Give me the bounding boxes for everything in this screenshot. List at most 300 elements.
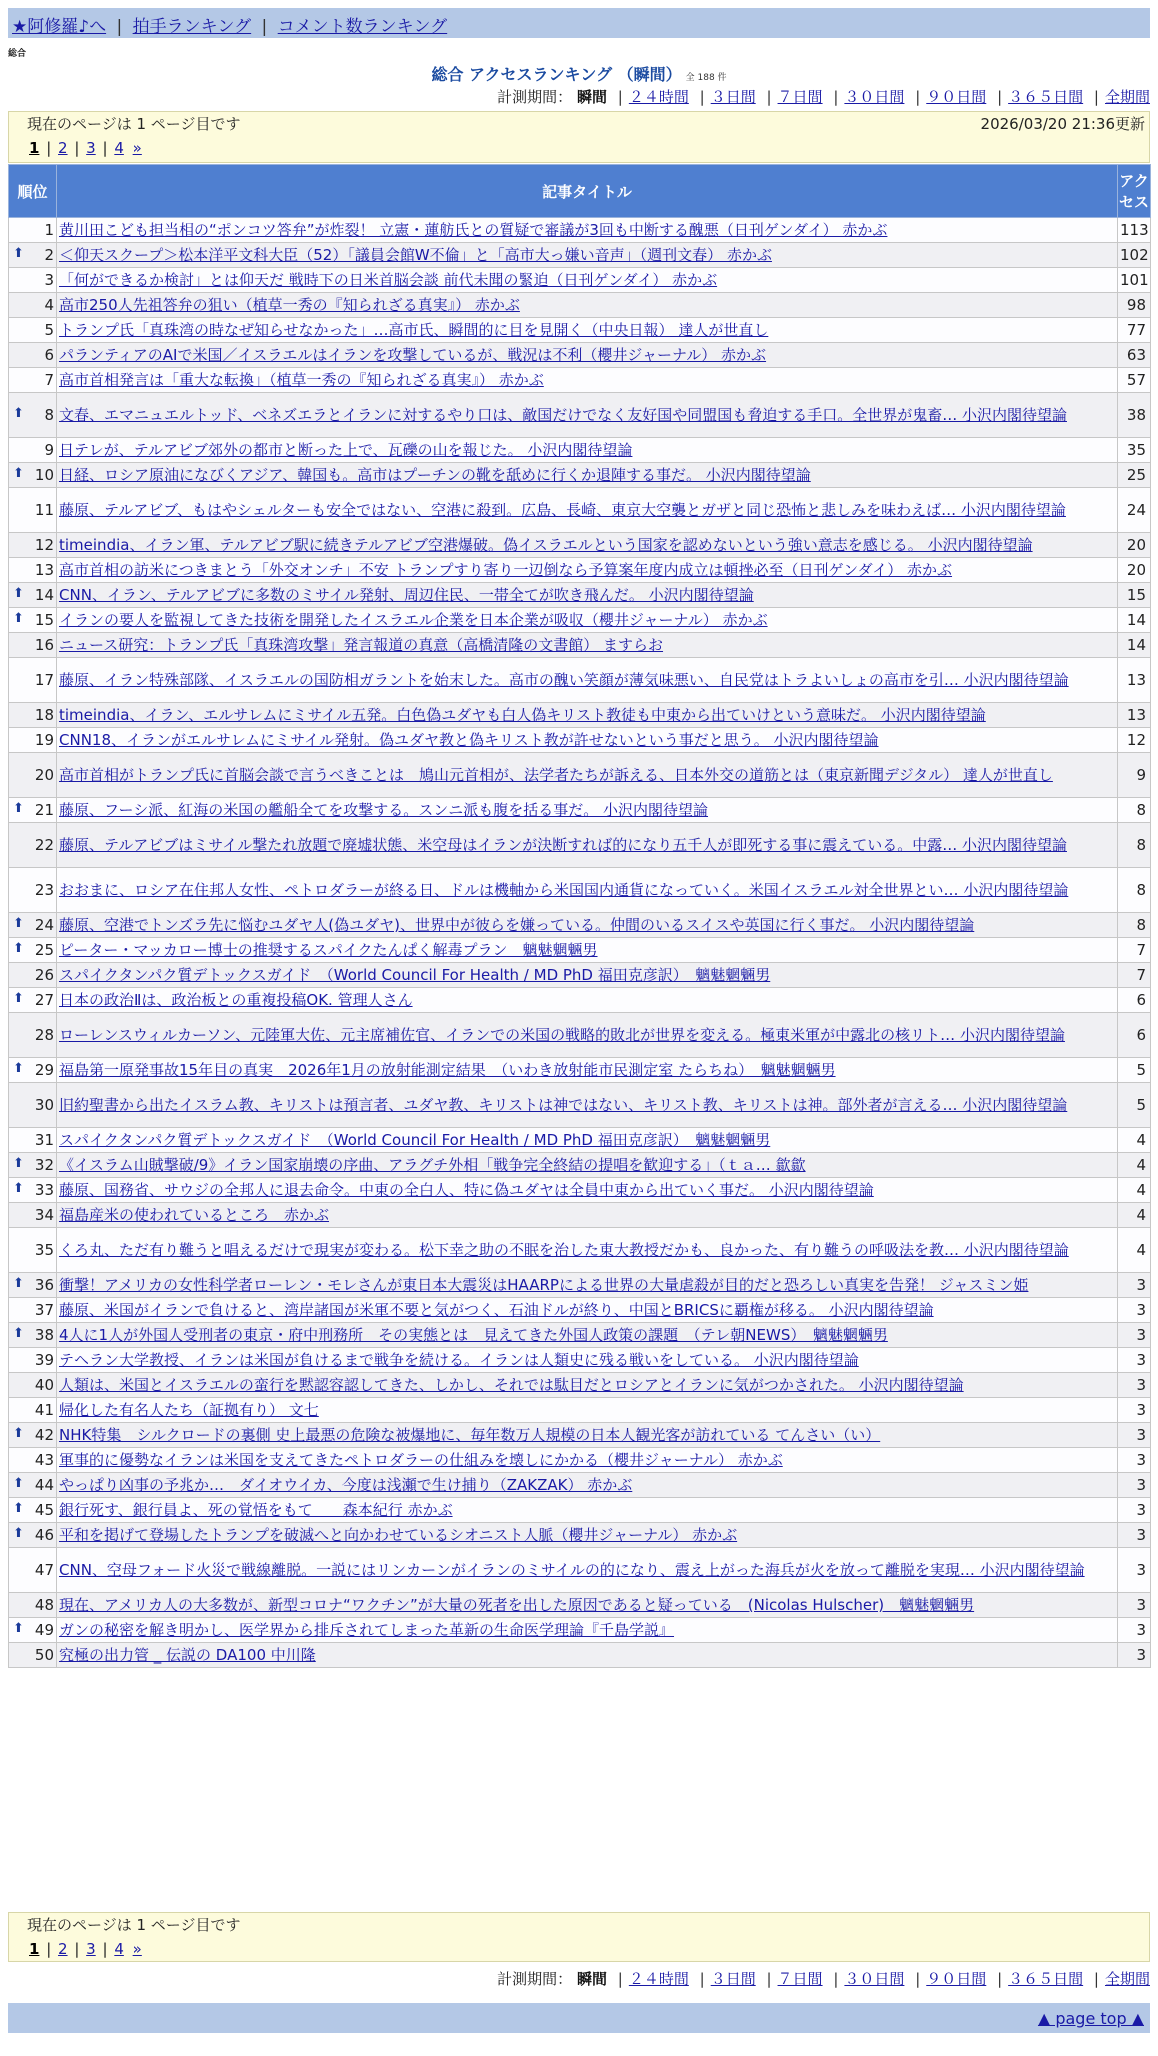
article-title-link[interactable]: NHK特集 シルクロードの裏側 史上最悪の危険な被爆地に、毎年数万人規模の日本人観光客が訪れている てんさい（い） — [59, 1426, 881, 1444]
title-cell — [57, 1473, 1118, 1498]
title-cell — [57, 243, 1118, 268]
article-title-link[interactable]: ピーター・マッカロー博士の推奨するスパイクたんぱく解毒プラン 魑魅魍魎男 — [59, 941, 598, 959]
ranking-row — [9, 488, 1151, 533]
ranking-row — [9, 1178, 1151, 1203]
title-cell — [57, 1373, 1118, 1398]
ranking-row — [9, 1398, 1151, 1423]
rank-cell — [9, 1273, 57, 1298]
title-cell — [57, 1348, 1118, 1373]
section-label: 総合 — [8, 49, 27, 59]
rank-up-arrow-icon: ⬆ — [13, 1181, 24, 1196]
rank-number: 9 — [44, 441, 54, 459]
period-link-7d[interactable]: ７日間 — [777, 1970, 823, 1988]
title-cell — [57, 558, 1118, 583]
rank-number: 34 — [34, 1206, 54, 1224]
rank-number: 25 — [34, 941, 54, 959]
access-count: 3 — [1118, 1643, 1151, 1668]
rank-cell — [9, 1058, 57, 1083]
ranking-row — [9, 1593, 1151, 1618]
rank-number: 14 — [34, 586, 54, 604]
ranking-row — [9, 1373, 1151, 1398]
article-title-link[interactable]: timeindia、イラン軍、テルアビブ駅に続きテルアビブ空港爆破。偽イスラエルという国家を認めないという強い意志を感じる。 小沢内閣待望論 — [59, 536, 1033, 554]
rank-cell — [9, 1228, 57, 1273]
rank-cell — [9, 438, 57, 463]
title-cell — [57, 343, 1118, 368]
rank-cell — [9, 798, 57, 823]
ranking-row — [9, 1128, 1151, 1153]
access-count: 20 — [1118, 558, 1151, 583]
article-title-link[interactable]: 4人に1人が外国人受刑者の東京・府中刑務所 その実態とは 見えてきた外国人政策の課題 （テレ朝NEWS） 魑魅魍魎男 — [59, 1326, 888, 1344]
access-count: 3 — [1118, 1593, 1151, 1618]
title-cell — [57, 293, 1118, 318]
period-link-all[interactable]: 全期間 — [1104, 1970, 1150, 1988]
ranking-row — [9, 368, 1151, 393]
article-title-link[interactable]: スパイクタンパク質デトックスガイド （World Council For Health / MD PhD 福田克彦訳） 魑魅魍魎男 — [59, 1131, 771, 1149]
rank-cell — [9, 753, 57, 798]
article-title-link[interactable]: CNN、空母フォード火災で戦線離脱。一説にはリンカーンがイランのミサイルの的になり、震え上がった海兵が火を放って離脱を実現… 小沢内閣待望論 — [59, 1561, 1085, 1579]
access-count: 4 — [1118, 1203, 1151, 1228]
page-title: 総合 アクセスランキング （瞬間） — [431, 65, 682, 84]
article-title-link[interactable]: CNN、イラン、テルアビブに多数のミサイル発射、周辺住民、一帯全てが吹き飛んだ。 小沢内閣待望論 — [59, 586, 754, 604]
rank-cell — [9, 368, 57, 393]
access-count: 77 — [1118, 318, 1151, 343]
title-cell — [57, 658, 1118, 703]
rank-cell — [9, 1348, 57, 1373]
ranking-row — [9, 753, 1151, 798]
article-title-link[interactable]: イランの要人を監視してきた技術を開発したイスラエル企業を日本企業が吸収（櫻井ジャーナル） 赤かぶ — [59, 611, 768, 629]
article-title-link[interactable]: 藤原、国務省、サウジの全邦人に退去命令。中東の全白人、特に偽ユダヤは全員中東から出ていく事だ。 小沢内閣待望論 — [59, 1181, 874, 1199]
rank-cell — [9, 633, 57, 658]
title-cell — [57, 1228, 1118, 1273]
rank-cell — [9, 1298, 57, 1323]
page-link[interactable]: 4 — [114, 139, 124, 157]
access-count: 6 — [1118, 988, 1151, 1013]
access-count: 7 — [1118, 963, 1151, 988]
title-cell — [57, 1153, 1118, 1178]
ranking-row — [9, 1298, 1151, 1323]
rank-cell — [9, 938, 57, 963]
title-cell — [57, 988, 1118, 1013]
title-cell — [57, 393, 1118, 438]
access-count: 8 — [1118, 798, 1151, 823]
access-count: 14 — [1118, 633, 1151, 658]
access-count: 12 — [1118, 728, 1151, 753]
access-column-header: アクセス — [1118, 165, 1151, 218]
ranking-row — [9, 1523, 1151, 1548]
title-cell — [57, 583, 1118, 608]
ranking-row — [9, 633, 1151, 658]
rank-cell — [9, 293, 57, 318]
rank-number: 3 — [44, 271, 54, 289]
rank-number: 42 — [34, 1426, 54, 1444]
rank-number: 23 — [34, 881, 54, 899]
article-title-link[interactable]: パランティアのAIで米国／イスラエルはイランを攻撃しているが、戦況は不利（櫻井ジャーナル） 赤かぶ — [59, 346, 767, 364]
title-cell — [57, 318, 1118, 343]
access-count: 14 — [1118, 608, 1151, 633]
rank-number: 27 — [34, 991, 54, 1009]
ranking-row — [9, 1473, 1151, 1498]
rank-number: 46 — [34, 1526, 54, 1544]
title-cell — [57, 868, 1118, 913]
article-title-link[interactable]: やっぱり凶事の予兆か… ダイオウイカ、今度は浅瀬で生け捕り（ZAKZAK） 赤かぶ — [59, 1476, 633, 1494]
page-link-current: 1 — [29, 1940, 40, 1958]
article-title-link[interactable]: 帰化した有名人たち（証拠有り） 文七 — [59, 1401, 319, 1419]
ranking-row — [9, 913, 1151, 938]
pagination-bottom: 1 | 2 | 3 | 4 » — [29, 1940, 142, 1958]
rank-cell — [9, 1013, 57, 1058]
title-cell — [57, 1203, 1118, 1228]
rank-cell — [9, 1128, 57, 1153]
article-title-link[interactable]: ガンの秘密を解き明かし、医学界から排斥されてしまった革新の生命医学理論『千島学説』 — [59, 1621, 675, 1639]
page-info-bottom — [8, 1912, 1150, 1962]
rank-number: 47 — [34, 1561, 54, 1579]
access-count: 3 — [1118, 1448, 1151, 1473]
access-count: 6 — [1118, 1013, 1151, 1058]
period-link-365d[interactable]: ３６５日間 — [1008, 88, 1084, 106]
period-link-90d[interactable]: ９０日間 — [926, 1970, 987, 1988]
ranking-row — [9, 268, 1151, 293]
access-count: 5 — [1118, 1083, 1151, 1128]
article-title-link[interactable]: 衝撃！アメリカの女性科学者ローレン・モレさんが東日本大震災はHAARPによる世界の大量虐殺が目的だと恐ろしい真実を告発！ ジャスミン姫 — [59, 1276, 1029, 1294]
ranking-row — [9, 393, 1151, 438]
page-top-link[interactable]: ▲ page top ▲ — [1037, 2009, 1144, 2028]
ranking-row — [9, 318, 1151, 343]
access-count: 24 — [1118, 488, 1151, 533]
period-current: 瞬間 — [576, 1970, 607, 1988]
period-link-30d[interactable]: ３０日間 — [844, 88, 905, 106]
page-link[interactable]: 2 — [58, 1940, 68, 1958]
period-current: 瞬間 — [576, 88, 607, 106]
ranking-row — [9, 293, 1151, 318]
rank-cell — [9, 1448, 57, 1473]
rank-number: 38 — [34, 1326, 54, 1344]
access-count: 35 — [1118, 438, 1151, 463]
rank-number: 7 — [44, 371, 54, 389]
rank-number: 44 — [34, 1476, 54, 1494]
ranking-row — [9, 728, 1151, 753]
article-title-link[interactable]: 藤原、米国がイランで負けると、湾岸諸国が米軍不要と気がつく、石油ドルが終り、中国とBRICSに覇権が移る。 小沢内閣待望論 — [59, 1301, 934, 1319]
title-cell — [57, 1643, 1118, 1668]
title-cell — [57, 1448, 1118, 1473]
rank-cell — [9, 1643, 57, 1668]
article-title-link[interactable]: 高市首相の訪米につきまとう「外交オンチ」不安 トランプすり寄り一辺倒なら予算案年度内成立は頓挫必至（日刊ゲンダイ） 赤かぶ — [59, 561, 953, 579]
rank-number: 5 — [44, 321, 54, 339]
rank-cell — [9, 1593, 57, 1618]
ranking-row — [9, 938, 1151, 963]
ranking-row — [9, 658, 1151, 703]
article-title-link[interactable]: CNN18、イランがエルサレムにミサイル発射。偽ユダヤ教と偽キリスト教が許せないという事だと思う。 小沢内閣待望論 — [59, 731, 879, 749]
rank-cell — [9, 963, 57, 988]
period-selector-top: 計測期間： 瞬間 | ２４時間 | ３日間 | ７日間 | ３０日間 | ９０日間 | ３６５日間 | 全期間 — [497, 88, 1150, 106]
comment-ranking-link[interactable]: コメント数ランキング — [277, 17, 448, 37]
title-cell — [57, 1398, 1118, 1423]
rank-cell — [9, 1473, 57, 1498]
access-count: 113 — [1118, 218, 1151, 243]
rank-cell — [9, 558, 57, 583]
page-link[interactable]: 4 — [114, 1940, 124, 1958]
rank-up-arrow-icon: ⬆ — [13, 586, 24, 601]
ranking-row — [9, 823, 1151, 868]
ranking-row — [9, 868, 1151, 913]
ranking-table-body — [9, 218, 1151, 1668]
title-cell — [57, 1498, 1118, 1523]
rank-cell — [9, 658, 57, 703]
title-cell — [57, 728, 1118, 753]
clap-ranking-link[interactable]: 拍手ランキング — [132, 17, 252, 37]
rank-up-arrow-icon: ⬆ — [13, 1526, 24, 1541]
ranking-row — [9, 1083, 1151, 1128]
rank-number: 50 — [34, 1646, 54, 1664]
access-count: 4 — [1118, 1178, 1151, 1203]
article-title-link[interactable]: 人類は、米国とイスラエルの蛮行を黙認容認してきた、しかし、それでは駄目だとロシアとイランに気がつかされた。 小沢内閣待望論 — [59, 1376, 964, 1394]
rank-column-header: 順位 — [9, 165, 57, 218]
nav-separator: | — [261, 17, 268, 37]
article-title-link[interactable]: 平和を掲げて登場したトランプを破滅へと向かわせているシオニスト人脈（櫻井ジャーナル） 赤かぶ — [59, 1526, 738, 1544]
article-title-link[interactable]: 旧約聖書から出たイスラム教、キリストは預言者、ユダヤ教、キリストは神ではない、キリスト教、キリストは神。部外者が言える… 小沢内閣待望論 — [59, 1096, 1068, 1114]
article-title-link[interactable]: 《イスラム山賊撃破/9》イラン国家崩壊の序曲、アラグチ外相「戦争完全終結の提唱を歓迎する」（ｔａ… 歙歙 — [59, 1156, 806, 1174]
next-page-link[interactable]: » — [132, 1940, 142, 1958]
article-title-link[interactable]: 現在、アメリカ人の大多数が、新型コロナ“ワクチン”が大量の死者を出した原因であると疑っている (Nicolas Hulscher) 魑魅魍魎男 — [59, 1596, 975, 1614]
access-count: 13 — [1118, 658, 1151, 703]
page-heading — [0, 62, 1158, 85]
access-count: 8 — [1118, 913, 1151, 938]
rank-number: 19 — [34, 731, 54, 749]
rank-number: 29 — [34, 1061, 54, 1079]
access-count: 3 — [1118, 1618, 1151, 1643]
article-title-link[interactable]: テヘラン大学教授、イランは米国が負けるまで戦争を続ける。イランは人類史に残る戦いをしている。 小沢内閣待望論 — [59, 1351, 859, 1369]
article-title-link[interactable]: 「何ができるか検討」とは仰天だ 戦時下の日米首脳会談 前代未聞の緊迫（日刊ゲンダイ） 赤かぶ — [59, 271, 718, 289]
rank-number: 20 — [34, 766, 54, 784]
article-title-link[interactable]: 藤原、フーシ派、紅海の米国の艦船全てを攻撃する。スンニ派も腹を括る事だ。 小沢内閣待望論 — [59, 801, 709, 819]
title-cell — [57, 368, 1118, 393]
article-title-link[interactable]: 高市250人先祖答弁の狙い（植草一秀の『知られざる真実』） 赤かぶ — [59, 296, 520, 314]
rank-number: 37 — [34, 1301, 54, 1319]
article-title-link[interactable]: timeindia、イラン、エルサレムにミサイル五発。白色偽ユダヤも白人偽キリスト教徒も中東から出ていけという意味だ。 小沢内閣待望論 — [59, 706, 986, 724]
rank-cell — [9, 488, 57, 533]
rank-number: 21 — [34, 801, 54, 819]
access-count: 3 — [1118, 1473, 1151, 1498]
article-title-link[interactable]: 藤原、空港でトンズラ先に悩むユダヤ人(偽ユダヤ)、世界中が彼らを嫌っている。仲間のいるスイスや英国に行く事だ。 小沢内閣待望論 — [59, 916, 975, 934]
current-page-text: 現在のページは 1 ページ目です — [27, 115, 241, 133]
article-title-link[interactable]: スパイクタンパク質デトックスガイド （World Council For Health / MD PhD 福田克彦訳） 魑魅魍魎男 — [59, 966, 771, 984]
period-link-3d[interactable]: ３日間 — [710, 1970, 756, 1988]
ranking-row — [9, 963, 1151, 988]
article-title-link[interactable]: 高市首相がトランプ氏に首脳会談で言うべきことは 鳩山元首相が、法学者たちが訴える、日本外交の道筋とは（東京新聞デジタル） 達人が世直し — [59, 766, 1053, 784]
access-count: 63 — [1118, 343, 1151, 368]
rank-number: 8 — [44, 406, 54, 424]
title-cell — [57, 1423, 1118, 1448]
ranking-table — [8, 164, 1151, 1668]
article-title-link[interactable]: 軍事的に優勢なイランは米国を支えてきたペトロダラーの仕組みを壊しにかかる（櫻井ジャーナル） 赤かぶ — [59, 1451, 783, 1469]
rank-up-arrow-icon: ⬆ — [13, 941, 24, 956]
rank-number: 39 — [34, 1351, 54, 1369]
rank-cell — [9, 703, 57, 728]
access-count: 3 — [1118, 1398, 1151, 1423]
title-cell — [57, 1083, 1118, 1128]
ranking-row — [9, 1448, 1151, 1473]
rank-up-arrow-icon: ⬆ — [13, 1476, 24, 1491]
ranking-row — [9, 608, 1151, 633]
rank-up-arrow-icon: ⬆ — [13, 1061, 24, 1076]
bottom-bar — [8, 2003, 1150, 2033]
article-title-link[interactable]: 日経、ロシア原油になびくアジア、韓国も。高市はプーチンの靴を舐めに行くか退陣する事だ。 小沢内閣待望論 — [59, 466, 811, 484]
rank-number: 31 — [34, 1131, 54, 1149]
access-count: 3 — [1118, 1373, 1151, 1398]
rank-up-arrow-icon: ⬆ — [13, 916, 24, 931]
ranking-row — [9, 1348, 1151, 1373]
access-count: 3 — [1118, 1348, 1151, 1373]
rank-cell — [9, 343, 57, 368]
title-cell — [57, 463, 1118, 488]
rank-cell — [9, 823, 57, 868]
rank-up-arrow-icon: ⬆ — [13, 1426, 24, 1441]
rank-cell — [9, 1498, 57, 1523]
rank-number: 30 — [34, 1096, 54, 1114]
rank-number: 15 — [34, 611, 54, 629]
period-link-3d[interactable]: ３日間 — [710, 88, 756, 106]
rank-cell — [9, 1398, 57, 1423]
article-title-link[interactable]: 日本の政治Ⅱは、政治板との重複投稿OK. 管理人さん — [59, 991, 413, 1009]
ranking-row — [9, 1618, 1151, 1643]
title-cell — [57, 753, 1118, 798]
article-title-link[interactable]: トランプ氏「真珠湾の時なぜ知らせなかった」…高市氏、瞬間的に目を見開く（中央日報） 達人が世直し — [59, 321, 769, 339]
title-cell — [57, 1128, 1118, 1153]
ranking-row — [9, 218, 1151, 243]
access-count: 102 — [1118, 243, 1151, 268]
title-cell — [57, 488, 1118, 533]
period-link-24h[interactable]: ２４時間 — [628, 88, 689, 106]
rank-cell — [9, 1523, 57, 1548]
ranking-row — [9, 558, 1151, 583]
article-title-link[interactable]: 銀行死す、銀行員よ、死の覚悟をもて 森本紀行 赤かぶ — [59, 1501, 453, 1519]
rank-up-arrow-icon: ⬆ — [13, 1326, 24, 1341]
access-count: 7 — [1118, 938, 1151, 963]
article-title-link[interactable]: ローレンスウィルカーソン、元陸軍大佐、元主席補佐官、イランでの米国の戦略的敗北が世界を変える。極東米軍が中露北の核リト… 小沢内閣待望論 — [59, 1026, 1065, 1044]
rank-cell — [9, 868, 57, 913]
article-title-link[interactable]: 藤原、テルアビブはミサイル撃たれ放題で廃墟状態、米空母はイランが決断すれば的になり五千人が即死する事に震えている。中露… 小沢内閣待望論 — [59, 836, 1067, 854]
ranking-row — [9, 243, 1151, 268]
rank-number: 17 — [34, 671, 54, 689]
page-link[interactable]: 3 — [86, 139, 96, 157]
title-cell — [57, 608, 1118, 633]
rank-number: 36 — [34, 1276, 54, 1294]
rank-number: 26 — [34, 966, 54, 984]
rank-number: 1 — [44, 221, 54, 239]
article-title-link[interactable]: 日テレが、テルアビブ郊外の都市と断った上で、瓦礫の山を報じた。 小沢内閣待望論 — [59, 441, 633, 459]
rank-cell — [9, 988, 57, 1013]
access-count: 3 — [1118, 1548, 1151, 1593]
article-title-link[interactable]: ニュース研究：トランプ氏「真珠湾攻撃」発言報道の真意（高橋清隆の文書館） ますらお — [59, 636, 664, 654]
article-title-link[interactable]: ＜仰天スクープ＞松本洋平文科大臣（52）「議員会館W不倫」と「高市大っ嫌い音声」（週刊文春） 赤かぶ — [59, 246, 772, 264]
article-title-link[interactable]: 究極の出力管 _ 伝説の DA100 中川隆 — [59, 1646, 316, 1664]
title-cell — [57, 438, 1118, 463]
home-link[interactable]: ★阿修羅♪へ — [12, 17, 107, 37]
ranking-row — [9, 1273, 1151, 1298]
rank-number: 24 — [34, 916, 54, 934]
article-title-link[interactable]: 藤原、イラン特殊部隊、イスラエルの国防相ガラントを始末した。高市の醜い笑顔が薄気味悪い、自民党はトラよいしょの高市を引… 小沢内閣待望論 — [59, 671, 1069, 689]
access-count: 3 — [1118, 1498, 1151, 1523]
title-cell — [57, 1593, 1118, 1618]
ranking-row — [9, 583, 1151, 608]
rank-cell — [9, 318, 57, 343]
access-count: 4 — [1118, 1128, 1151, 1153]
rank-cell — [9, 583, 57, 608]
rank-number: 16 — [34, 636, 54, 654]
ranking-row — [9, 533, 1151, 558]
rank-cell — [9, 1618, 57, 1643]
page-link-current: 1 — [29, 139, 40, 157]
period-link-90d[interactable]: ９０日間 — [926, 88, 987, 106]
rank-number: 13 — [34, 561, 54, 579]
updated-timestamp: 2026/03/20 21:36更新 — [980, 115, 1145, 133]
rank-up-arrow-icon: ⬆ — [13, 1501, 24, 1516]
rank-cell — [9, 533, 57, 558]
title-cell — [57, 1323, 1118, 1348]
access-count: 57 — [1118, 368, 1151, 393]
page-link[interactable]: 3 — [86, 1940, 96, 1958]
title-cell — [57, 1523, 1118, 1548]
period-link-365d[interactable]: ３６５日間 — [1008, 1970, 1084, 1988]
ranking-row — [9, 463, 1151, 488]
access-count: 9 — [1118, 753, 1151, 798]
ranking-row — [9, 1548, 1151, 1593]
article-title-link[interactable]: 福島第一原発事故15年目の真実 2026年1月の放射能測定結果 （いわき放射能市民測定室 たらちね） 魑魅魍魎男 — [59, 1061, 836, 1079]
article-title-link[interactable]: くろ丸、ただ有り難うと唱えるだけで現実が変わる。松下幸之助の不眠を治した東大教授だかも、良かった、有り難うの呼吸法を教… 小沢内閣待望論 — [59, 1241, 1069, 1259]
title-cell — [57, 1548, 1118, 1593]
rank-number: 40 — [34, 1376, 54, 1394]
access-count: 101 — [1118, 268, 1151, 293]
rank-number: 22 — [34, 836, 54, 854]
access-count: 15 — [1118, 583, 1151, 608]
current-page-text: 現在のページは 1 ページ目です — [27, 1916, 241, 1934]
access-count: 3 — [1118, 1523, 1151, 1548]
rank-up-arrow-icon: ⬆ — [13, 991, 24, 1006]
rank-cell — [9, 393, 57, 438]
article-title-link[interactable]: 文春、エマニュエルトッド、ベネズエラとイランに対するやり口は、敵国だけでなく友好国や同盟国も脅迫する手口。全世界が鬼畜… 小沢内閣待望論 — [59, 406, 1067, 424]
period-link-all[interactable]: 全期間 — [1104, 88, 1150, 106]
rank-number: 35 — [34, 1241, 54, 1259]
rank-up-arrow-icon: ⬆ — [13, 801, 24, 816]
article-title-link[interactable]: 福島産米の使われているところ 赤かぶ — [59, 1206, 330, 1224]
rank-number: 6 — [44, 346, 54, 364]
next-page-link[interactable]: » — [132, 139, 142, 157]
rank-up-arrow-icon: ⬆ — [13, 1276, 24, 1291]
period-link-30d[interactable]: ３０日間 — [844, 1970, 905, 1988]
title-cell — [57, 1058, 1118, 1083]
rank-cell — [9, 1178, 57, 1203]
period-link-24h[interactable]: ２４時間 — [628, 1970, 689, 1988]
title-cell — [57, 798, 1118, 823]
rank-cell — [9, 1423, 57, 1448]
rank-cell — [9, 1373, 57, 1398]
period-label: 計測期間： — [497, 1970, 573, 1988]
article-title-link[interactable]: おおまに、ロシア在住邦人女性、ペトロダラーが終る日、ドルは機軸から米国国内通貨になっていく。米国イスラエル対全世界とい… 小沢内閣待望論 — [59, 881, 1069, 899]
rank-number: 18 — [34, 706, 54, 724]
article-title-link[interactable]: 高市首相発言は「重大な転換」（植草一秀の『知られざる真実』） 赤かぶ — [59, 371, 544, 389]
rank-cell — [9, 218, 57, 243]
rank-cell — [9, 1323, 57, 1348]
page-link[interactable]: 2 — [58, 139, 68, 157]
article-title-link[interactable]: 藤原、テルアビブ、もはやシェルターも安全ではない、空港に殺到。広島、長崎、東京大空襲とガザと同じ恐怖と悲しみを味わえば… 小沢内閣待望論 — [59, 501, 1066, 519]
title-cell — [57, 633, 1118, 658]
access-count: 3 — [1118, 1323, 1151, 1348]
rank-number: 12 — [34, 536, 54, 554]
rank-cell — [9, 463, 57, 488]
ranking-row — [9, 1423, 1151, 1448]
article-title-link[interactable]: 黄川田こども担当相の“ポンコツ答弁”が炸裂！ 立憲・蓮舫氏との質疑で審議が3回も中断する醜悪（日刊ゲンダイ） 赤かぶ — [59, 221, 888, 239]
ranking-row — [9, 703, 1151, 728]
period-link-7d[interactable]: ７日間 — [777, 88, 823, 106]
